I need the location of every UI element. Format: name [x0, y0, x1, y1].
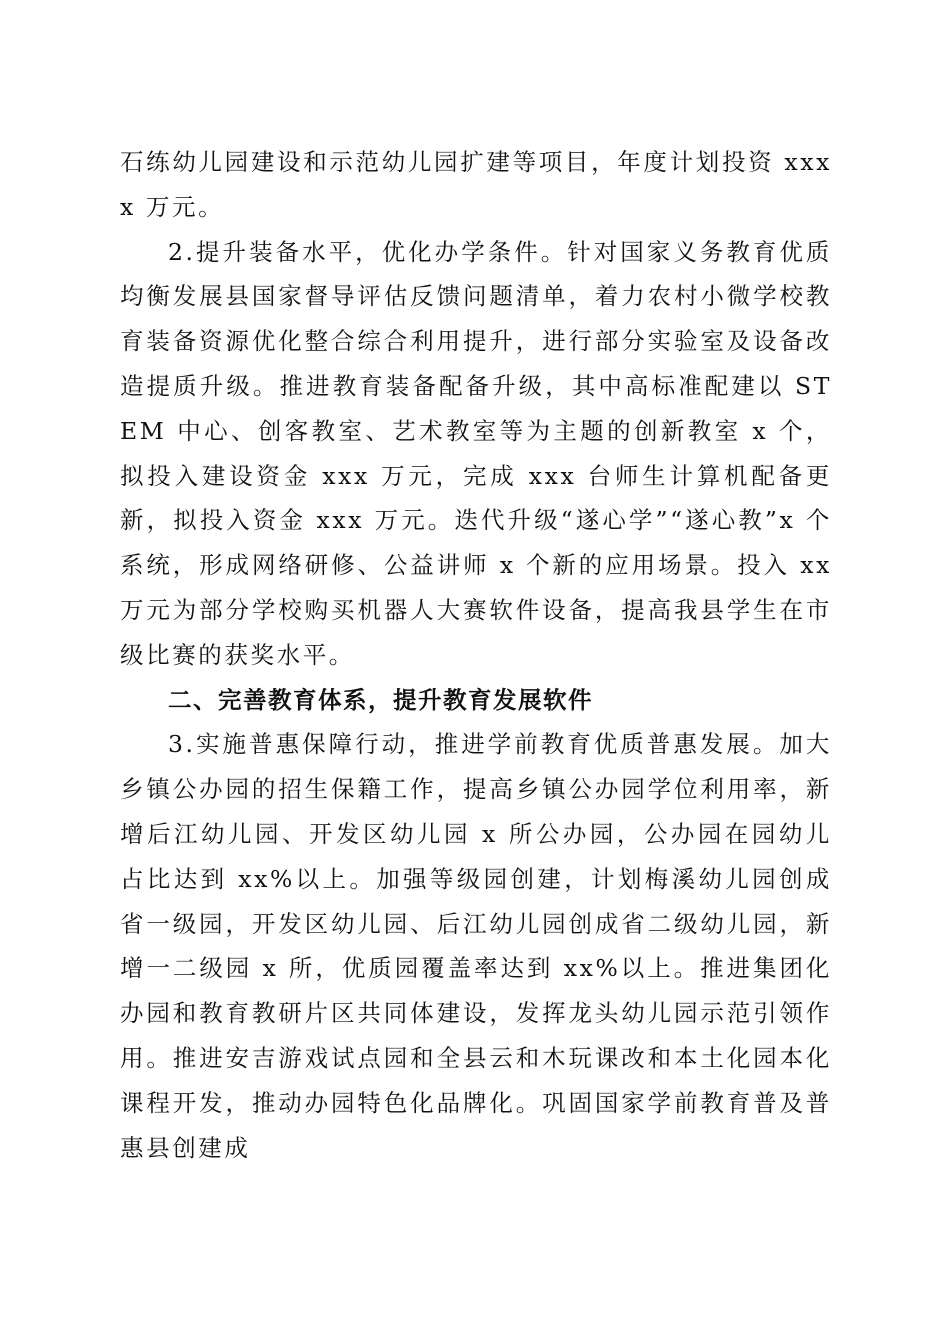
section-heading: 二、完善教育体系，提升教育发展软件 [168, 685, 593, 714]
paragraph-equipment-upgrade: 2.提升装备水平，优化办学条件。针对国家义务教育优质均衡发展县国家督导评估反馈问题清单，着力农村小微学校教育装备资源优化整合综合利用提升，进行部分实验室及设备改造提质升级。推进教育装备配备升级，其中高标准配建以 STEM 中心、创客教室、艺术教室等为主题的创新教室 x 个，拟投入建设资金 xxx 万元，完成 xxx 台师生计算机配备更新，拟投入资金 xxx 万元。迭代升级“遂心学”“遂心教”x 个系统，形成网络研修、公益讲师 x 个新的应用场景。投入 xx 万元为部分学校购买机器人大赛软件设备，提高我县学生在市级比赛的获奖水平。 [120, 237, 832, 669]
paragraph-preschool-education: 3.实施普惠保障行动，推进学前教育优质普惠发展。加大乡镇公办园的招生保籍工作，提高乡镇公办园学位利用率，新增后江幼儿园、开发区幼儿园 x 所公办园，公办园在园幼儿占比达到 xx%以上。加强等级园创建，计划梅溪幼儿园创成省一级园，开发区幼儿园、后江幼儿园创成省二级幼儿园，新增一二级园 x 所，优质园覆盖率达到 xx%以上。推进集团化办园和教育教研片区共同体建设，发挥龙头幼儿园示范引领作用。推进安吉游戏试点园和全县云和木玩课改和本土化园本化课程开发，推动办园特色化品牌化。巩固国家学前教育普及普惠县创建成 [120, 730, 832, 1162]
document-body [120, 140, 832, 1170]
paragraph-continuation: 石练幼儿园建设和示范幼儿园扩建等项目，年度计划投资 xxxx 万元。 [120, 148, 832, 221]
